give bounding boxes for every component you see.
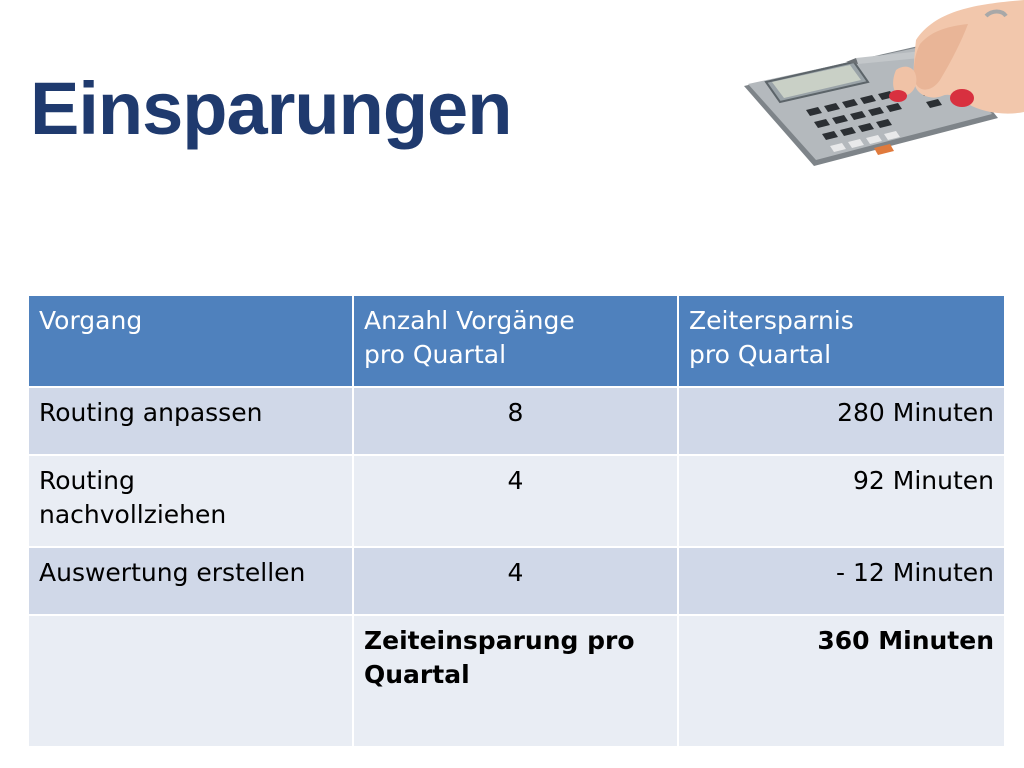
cell-zeit: 280 Minuten <box>678 387 1004 455</box>
cell-anzahl: 8 <box>353 387 678 455</box>
table-row <box>29 547 1004 615</box>
cell-anzahl: 4 <box>353 455 678 547</box>
savings-table <box>29 296 1004 748</box>
header-label: Zeitersparnis <box>689 306 854 335</box>
header-label: Anzahl Vorgänge <box>364 306 575 335</box>
total-label <box>353 615 678 747</box>
header-label: pro Quartal <box>689 339 832 369</box>
cell-text: nachvollziehen <box>39 499 227 529</box>
cell-vorgang: Auswertung erstellen <box>29 547 353 615</box>
calculator-hand-icon <box>736 0 1024 180</box>
cell-zeit: - 12 Minuten <box>678 547 1004 615</box>
total-label-text: Quartal <box>364 659 470 689</box>
table-row <box>29 387 1004 455</box>
total-row <box>29 615 1004 747</box>
cell-anzahl: 4 <box>353 547 678 615</box>
total-label-text: Zeiteinsparung pro <box>364 626 635 655</box>
total-empty-cell <box>29 615 353 747</box>
header-anzahl <box>353 296 678 387</box>
header-vorgang <box>29 296 353 387</box>
header-label: pro Quartal <box>364 339 507 369</box>
table-row <box>29 455 1004 547</box>
cell-zeit: 92 Minuten <box>678 455 1004 547</box>
header-zeitersparnis <box>678 296 1004 387</box>
header-label: Vorgang <box>39 306 143 335</box>
table-header-row <box>29 296 1004 387</box>
cell-vorgang <box>29 455 353 547</box>
total-value: 360 Minuten <box>678 615 1004 747</box>
page-title: Einsparungen <box>30 67 512 150</box>
cell-text: Routing <box>39 466 135 495</box>
cell-vorgang: Routing anpassen <box>29 387 353 455</box>
